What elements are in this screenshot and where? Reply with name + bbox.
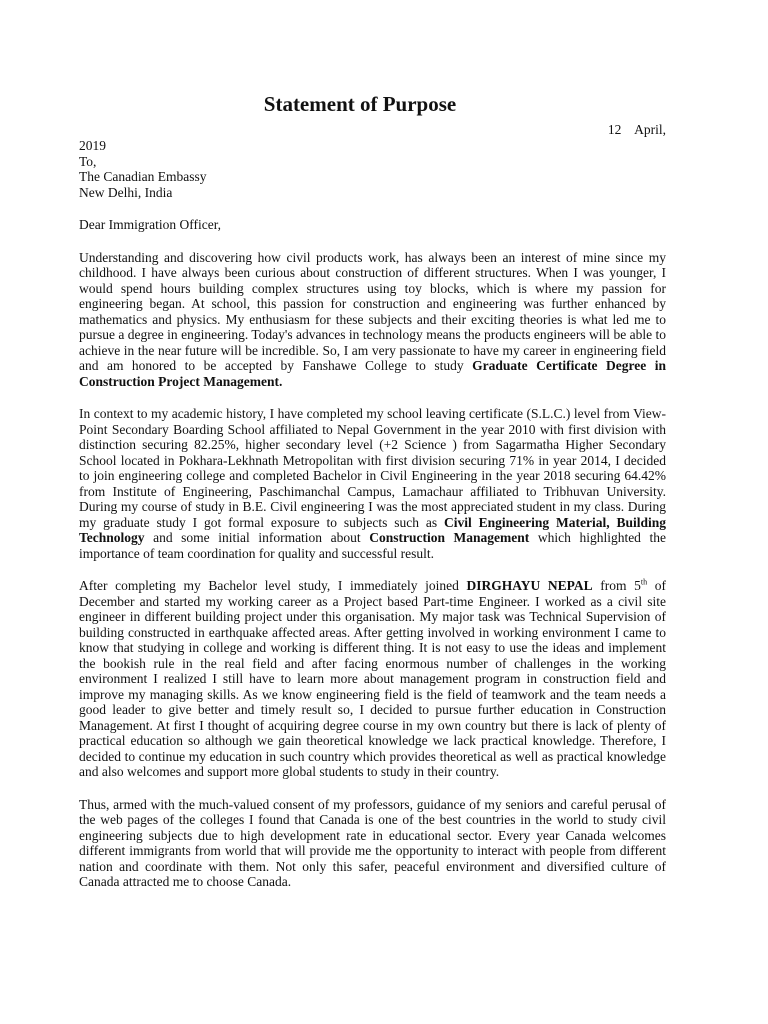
address-block	[79, 138, 666, 200]
paragraph-2-bold-1: Civil Engineering Material, Building Technology	[79, 514, 666, 545]
paragraph-3-bold-1: DIRGHAYU NEPAL	[466, 578, 593, 593]
paragraph-3-text-1: After completing my Bachelor level study, I immediately joined	[79, 578, 467, 593]
paragraph-2-text-3: which highlighted the importance of team coordination for quality and successful result.	[79, 530, 667, 561]
recipient-line-2: New Delhi, India	[79, 184, 173, 200]
salutation: Dear Immigration Officer,	[79, 217, 222, 232]
paragraph-2-bold-2: Construction Management	[369, 530, 530, 545]
date-year: 2019	[79, 138, 106, 153]
date-day-month: 12 April,	[607, 122, 666, 137]
letter-body	[79, 138, 666, 890]
paragraph-1-text: Understanding and discovering how civil products work, has always been an interest of mine since my childhood. I have always been curious about construction of different structures. When I was younger, I would spend hours building complex structures using toy blocks, which is where my passion for engineering began. At school, this passion for construction and engineering was further enhanced by mathematics and physics. My enthusiasm for these subjects and their exciting theories is what led me to pursue a degree in engineering. Today's advances in technology means the products engineers will be able to achieve in the near future will be incredible. So, I am very passionate to have my career in engineering field and am honored to be accepted by Fanshawe College to study	[79, 249, 666, 373]
paragraph-2-text-2: and some initial information about	[144, 530, 370, 545]
document-title: Statement of Purpose	[263, 92, 457, 116]
recipient-to: To,	[79, 153, 97, 169]
paragraph-3	[79, 578, 666, 780]
paragraph-3-superscript: th	[640, 577, 648, 587]
paragraph-2	[79, 406, 666, 561]
paragraph-3-text-3: of December and started my working career as a Project based Part-time Engineer. I worked as a civil site engineer in different building project under this organisation. My major task was Technical Supervision of building constructed in earthquake affected areas. After getting involved in working environment I came to know that studying in college and working is different thing. It is not easy to use the ideas and implement the bookish rule in the real field and after facing enormous number of challenges in the working environment I realized I still have to learn more about management program in construction field and improve my managing skills. As we know engineering field is the field of teamwork and the team needs a good leader to give better and timely result so, I decided to pursue further education in Construction Management. At first I thought of acquiring degree course in my own country but there is lack of plenty of practical education so although we gain theoretical knowledge we lack practical knowledge. Therefore, I decided to continue my education in such country which provides theoretical as well as practical knowledge and also welcomes and support more global students to study in their country.	[79, 578, 667, 779]
paragraph-1-bold: Graduate Certificate Degree in Construction Project Management.	[79, 358, 666, 389]
recipient-line-1: The Canadian Embassy	[79, 169, 207, 184]
paragraph-1	[79, 250, 666, 390]
paragraph-4: Thus, armed with the much-valued consent of my professors, guidance of my seniors and careful perusal of the web pages of the colleges I found that Canada is one of the best countries in the world to study civil engineering subjects due to high development rate in educational sector. Every year Canada welcomes different immigrants from world that will provide me the opportunity to interact with people from different nation and coordinate with them. Not only this safer, peaceful environment and diversified culture of Canada attracted me to choose Canada.	[79, 796, 666, 889]
paragraph-3-text-2: from 5	[592, 578, 641, 593]
paragraph-2-text-1: In context to my academic history, I have completed my school leaving certificate (S.L.C.) level from View-Point Secondary Boarding School affiliated to Nepal Government in the year 2010 with first division with distinction securing 82.25%, higher secondary level (+2 Science ) from Sagarmatha Higher Secondary School located in Pokhara-Lekhnath Metropolitan with first division securing 71% in year 2014, I decided to join engineering college and completed Bachelor in Civil Engineering in the year 2018 securing 64.42% from Institute of Engineering, Paschimanchal Campus, Lamachaur affiliated to Tribhuvan University. During my course of study in B.E. Civil engineering I was the most appreciated student in my class. During my graduate study I got formal exposure to subjects such as	[79, 406, 666, 530]
